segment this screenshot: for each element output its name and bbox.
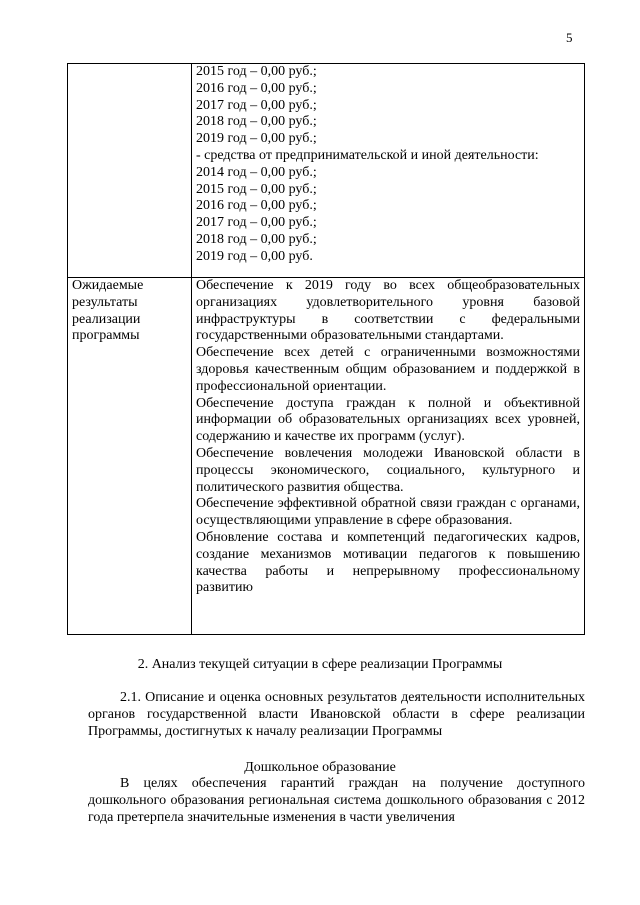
row-label-line: результаты: [72, 294, 138, 310]
row-content-cell: [192, 278, 585, 635]
expected-result-paragraph: Обеспечение эффективной обратной связи граждан с органами, осуществляющими управление в сфере образования.: [196, 496, 580, 529]
funding-line: 2016 год – 0,00 руб.;: [196, 80, 317, 96]
row-label-cell: [68, 64, 192, 278]
funding-line: 2018 год – 0,00 руб.;: [196, 231, 317, 247]
funding-line: 2017 год – 0,00 руб.;: [196, 215, 317, 231]
expected-result-paragraph: Обеспечение к 2019 году во всех общеобразовательных организациях удовлетворительного уровня базовой инфраструктуры в соответствии с федеральными государственными образовательными стандартами.: [196, 278, 580, 344]
expected-result-paragraph: Обеспечение всех детей с ограниченными возможностями здоровья качественным общим образованием и поддержкой в профессиональной ориентации.: [196, 345, 580, 394]
funding-line: 2016 год – 0,00 руб.;: [196, 198, 317, 214]
expected-result-paragraph: Обеспечение доступа граждан к полной и объективной информации об образовательных организациях всех уровней, содержанию и качестве их программ (услуг).: [196, 395, 580, 445]
subsection-paragraph: 2.1. Описание и оценка основных результатов деятельности исполнительных органов государственной власти Ивановской области в сфере реализации Программы, достигнутых к началу реализации Программы: [88, 690, 585, 739]
page-number: 5: [566, 30, 573, 45]
table-row: [68, 64, 585, 278]
subheading: Дошкольное образование: [244, 760, 396, 775]
row-label-cell: [68, 278, 192, 635]
funding-source-line: - средства от предпринимательской и иной деятельности:: [196, 147, 539, 163]
funding-line: 2019 год – 0,00 руб.;: [196, 131, 317, 147]
expected-result-paragraph: Обновление состава и компетенций педагогических кадров, создание механизмов мотивации педагогов к повышению качества работы и непрерывному профессиональному развитию: [196, 529, 580, 596]
row-label-line: реализации: [72, 311, 141, 327]
expected-result-paragraph: Обеспечение вовлечения молодежи Ивановской области в процессы экономического, социального, культурного и политического развития общества.: [196, 445, 580, 495]
row-content-cell: [192, 64, 585, 278]
funding-line: 2017 год – 0,00 руб.;: [196, 97, 317, 113]
row-label-line: Ожидаемые: [72, 278, 144, 293]
program-passport-table: [67, 63, 585, 635]
table-row: [68, 278, 585, 635]
funding-line: 2018 год – 0,00 руб.;: [196, 114, 317, 130]
funding-line: 2015 год – 0,00 руб.;: [196, 181, 317, 197]
funding-line: 2015 год – 0,00 руб.;: [196, 64, 317, 79]
funding-line: 2014 год – 0,00 руб.;: [196, 164, 317, 180]
row-label-line: программы: [72, 328, 140, 344]
funding-line: 2019 год – 0,00 руб.: [196, 248, 313, 264]
body-paragraph: В целях обеспечения гарантий граждан на получение доступного дошкольного образования региональная система дошкольного образования с 2012 года претерпела значительные изменения в части увеличения: [88, 776, 585, 825]
section-title: 2. Анализ текущей ситуации в сфере реализации Программы: [137, 657, 503, 672]
